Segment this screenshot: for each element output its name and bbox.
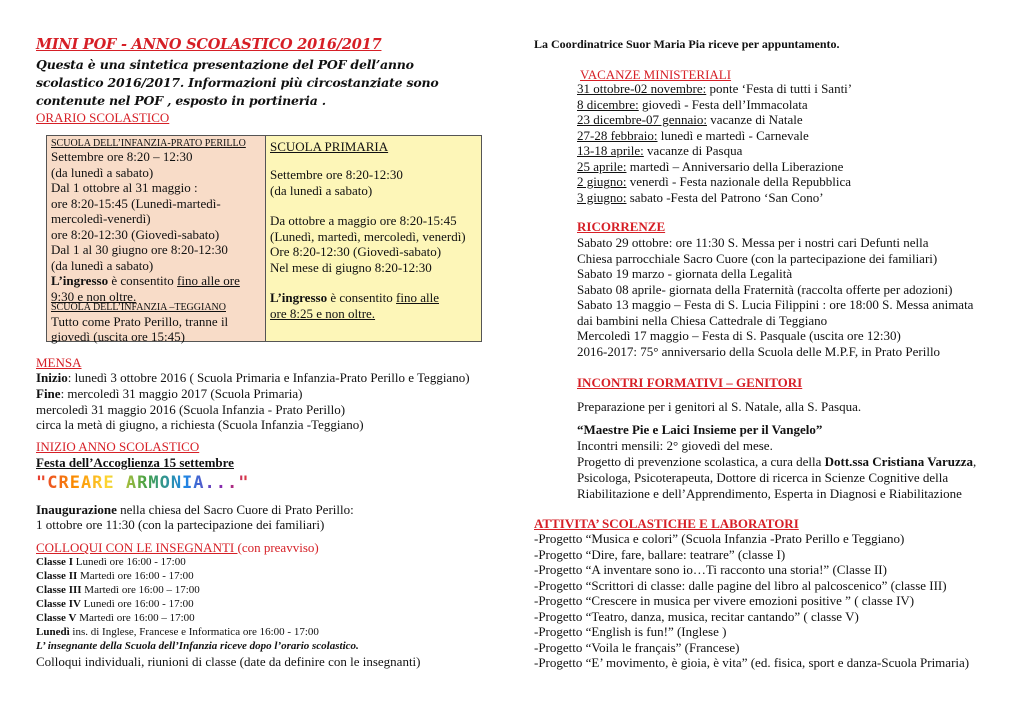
vacanze-item-7: 2 giugno: venerdì - Festa nazionale della Repubblica <box>577 174 852 189</box>
colloqui-row-3: Classe III Martedì ore 16:00 – 17:00 <box>36 584 200 596</box>
primaria-title: SCUOLA PRIMARIA <box>270 139 389 154</box>
ricorrenze-line-6: dai bambini nella Chiesa Cattedrale di Teggiano <box>577 312 828 328</box>
primaria-ingresso: L’ingresso è consentito fino alle <box>270 290 440 305</box>
primaria-line-4: (Lunedì, martedì, mercoledì, venerdì) <box>270 228 466 244</box>
intro-line-1: Questa è una sintetica presentazione del POF dell’anno <box>36 57 414 72</box>
primaria-line-2: (da lunedì a sabato) <box>270 182 373 198</box>
vacanze-item-8: 3 giugno: sabato -Festa del Patrono ‘San Cono’ <box>577 189 824 205</box>
colloqui-row-2: Classe II Martedì ore 16:00 - 17:00 <box>36 570 194 582</box>
attivita-item-3: -Progetto “A inventare sono io…Ti racconto una storia!” (Classe II) <box>534 562 887 577</box>
motto-creare-armonia: "CREARE ARMONIA..." <box>36 473 250 493</box>
vacanze-item-4: 27-28 febbraio: lunedì e martedì - Carnevale <box>577 127 809 143</box>
colloqui-heading: COLLOQUI CON LE INSEGNANTI (con preavviso) <box>36 540 319 555</box>
incontri-line-2: “Maestre Pie e Laici Insieme per il Vangelo” <box>577 422 823 437</box>
vacanze-item-6: 25 aprile: martedì – Anniversario della Liberazione <box>577 158 844 174</box>
incontri-heading: INCONTRI FORMATIVI – GENITORI <box>577 375 803 390</box>
infanzia-ingresso: L’ingresso è consentito fino alle ore <box>51 273 240 288</box>
vacanze-item-3: 23 dicembre-07 gennaio: vacanze di Natale <box>577 112 803 127</box>
mensa-heading: MENSA <box>36 355 82 370</box>
colloqui-footer: Colloqui individuali, riunioni di classe (date da definire con le insegnanti) <box>36 654 421 669</box>
teggiano-line-1: Tutto come Prato Perillo, tranne il <box>51 314 229 329</box>
infanzia-line-7: Dal 1 al 30 giugno ore 8:20-12:30 <box>51 242 228 257</box>
attivita-item-8: -Progetto “Voila le français” (Francese) <box>534 639 740 655</box>
incontri-line-6: Riabilitazione e dell’Apprendimento, Esperta in Diagnosi e Riabilitazione <box>577 486 962 501</box>
attivita-item-9: -Progetto “E’ movimento, è gioia, è vita” (ed. fisica, sport e danza-Scuola Primaria) <box>534 655 970 670</box>
primaria-line-1: Settembre ore 8:20-12:30 <box>270 167 403 182</box>
ricorrenze-line-7: Mercoledì 17 maggio – Festa di S. Pasquale (uscita ore 12:30) <box>577 328 901 343</box>
vacanze-item-5: 13-18 aprile: vacanze di Pasqua <box>577 143 743 158</box>
colloqui-row-1: Classe I Lunedì ore 16:00 - 17:00 <box>36 556 186 568</box>
attivita-item-6: -Progetto “Teatro, danza, musica, recitar cantando” ( classe V) <box>534 608 859 624</box>
attivita-item-5: -Progetto “Crescere in musica per vivere emozioni positive ” ( classe IV) <box>534 593 915 608</box>
colloqui-note: L’ insegnante della Scuola dell’Infanzia riceve dopo l’orario scolastico. <box>36 640 359 652</box>
orario-heading: ORARIO SCOLASTICO <box>36 110 170 125</box>
mensa-inizio: Inizio: lunedì 3 ottobre 2016 ( Scuola Primaria e Infanzia-Prato Perillo e Teggiano) <box>36 370 470 385</box>
colloqui-row-4: Classe IV Lunedì ore 16:00 - 17:00 <box>36 598 194 610</box>
infanzia-line-4: ore 8:20-15:45 (Lunedì-martedì- <box>51 195 221 211</box>
attivita-item-2: -Progetto “Dire, fare, ballare: teatrare” (classe I) <box>534 546 786 562</box>
inizio-anno-heading: INIZIO ANNO SCOLASTICO <box>36 439 200 454</box>
attivita-item-4: -Progetto “Scrittori di classe: dalle pagine del libro al palcoscenico” (classe III) <box>534 577 947 593</box>
coordinatrice-note: La Coordinatrice Suor Maria Pia riceve per appuntamento. <box>534 37 840 51</box>
mensa-line-4: circa la metà di giugno, a richiesta (Scuola Infanzia -Teggiano) <box>36 417 364 432</box>
primaria-line-5: Ore 8:20-12:30 (Giovedì-sabato) <box>270 244 442 259</box>
timetable-primaria <box>266 136 481 341</box>
infanzia-line-1: Settembre ore 8:20 – 12:30 <box>51 149 193 164</box>
intro-line-3: contenute nel POF , esposto in portineria . <box>36 93 326 108</box>
ricorrenze-line-4: Sabato 08 aprile- giornata della Fraternità (raccolta offerte per adozioni) <box>577 281 953 297</box>
vacanze-item-2: 8 dicembre: giovedì - Festa dell’Immacolata <box>577 96 808 112</box>
vacanze-heading: VACANZE MINISTERIALI <box>580 67 732 82</box>
ricorrenze-heading: RICORRENZE <box>577 219 666 234</box>
incontri-line-1: Preparazione per i genitori al S. Natale, alla S. Pasqua. <box>577 399 862 414</box>
infanzia-line-2: (da lunedì a sabato) <box>51 164 154 180</box>
ricorrenze-line-2: Chiesa parrocchiale Sacro Cuore (con la partecipazione dei familiari) <box>577 250 938 266</box>
ricorrenze-line-8: 2016-2017: 75° anniversario della Scuola delle M.P.F, in Prato Perillo <box>577 343 941 359</box>
timetable-infanzia <box>47 136 266 344</box>
incontri-line-4: Progetto di prevenzione scolastica, a cura della Dott.ssa Cristiana Varuzza, <box>577 454 977 469</box>
festa-accoglienza: Festa dell’Accoglienza 15 settembre <box>36 455 234 470</box>
teggiano-line-2: giovedì (uscita ore 15:45) <box>51 329 185 344</box>
incontri-line-3: Incontri mensili: 2° giovedì del mese. <box>577 438 773 453</box>
intro-line-2: scolastico 2016/2017. Informazioni più circostanziate sono <box>36 75 439 90</box>
infanzia-ingresso-2: 9:30 e non oltre. <box>51 288 137 304</box>
colloqui-row-5: Classe V Martedì ore 16:00 – 17:00 <box>36 612 195 624</box>
timetable-box <box>46 135 482 342</box>
infanzia-line-8: (da lunedì a sabato) <box>51 257 154 273</box>
mensa-fine: Fine: mercoledì 31 maggio 2017 (Scuola Primaria) <box>36 386 303 401</box>
attivita-item-1: -Progetto “Musica e colori” (Scuola Infanzia -Prato Perillo e Teggiano) <box>534 531 905 546</box>
primaria-line-6: Nel mese di giugno 8:20-12:30 <box>270 259 432 275</box>
ricorrenze-line-1: Sabato 29 ottobre: ore 11:30 S. Messa per i nostri cari Defunti nella <box>577 235 929 250</box>
document-title: MINI POF - ANNO SCOLASTICO 2016/2017 <box>36 36 382 53</box>
primaria-ingresso-2: ore 8:25 e non oltre. <box>270 305 376 321</box>
vacanze-item-1: 31 ottobre-02 novembre: ponte ‘Festa di tutti i Santi’ <box>577 81 853 96</box>
infanzia-line-3: Dal 1 ottobre al 31 maggio : <box>51 180 198 195</box>
primaria-line-3: Da ottobre a maggio ore 8:20-15:45 <box>270 213 457 228</box>
attivita-heading: ATTIVITA’ SCOLASTICHE E LABORATORI <box>534 516 799 531</box>
ricorrenze-line-3: Sabato 19 marzo - giornata della Legalità <box>577 266 793 281</box>
infanzia-line-6: ore 8:20-12:30 (Giovedì-sabato) <box>51 226 220 242</box>
inaugurazione: Inaugurazione nella chiesa del Sacro Cuore di Prato Perillo: <box>36 502 354 517</box>
inaugurazione-line-2: 1 ottobre ore 11:30 (con la partecipazione dei familiari) <box>36 517 325 532</box>
mensa-line-3: mercoledì 31 maggio 2016 (Scuola Infanzia - Prato Perillo) <box>36 402 346 417</box>
teggiano-title: SCUOLA DELL’INFANZIA –TEGGIANO <box>51 302 226 313</box>
ricorrenze-line-5: Sabato 13 maggio – Festa di S. Lucia Filippini : ore 18:00 S. Messa animata <box>577 297 974 312</box>
infanzia-title: SCUOLA DELL’INFANZIA-PRATO PERILLO <box>51 138 246 149</box>
colloqui-row-6: Lunedì ins. di Inglese, Francese e Informatica ore 16:00 - 17:00 <box>36 626 319 638</box>
incontri-line-5: Psicologa, Psicoterapeuta, Dottore di ricerca in Scienze Cognitive della <box>577 470 949 485</box>
infanzia-line-5: mercoledì-venerdì) <box>51 211 151 226</box>
attivita-item-7: -Progetto “English is fun!” (Inglese ) <box>534 624 727 639</box>
